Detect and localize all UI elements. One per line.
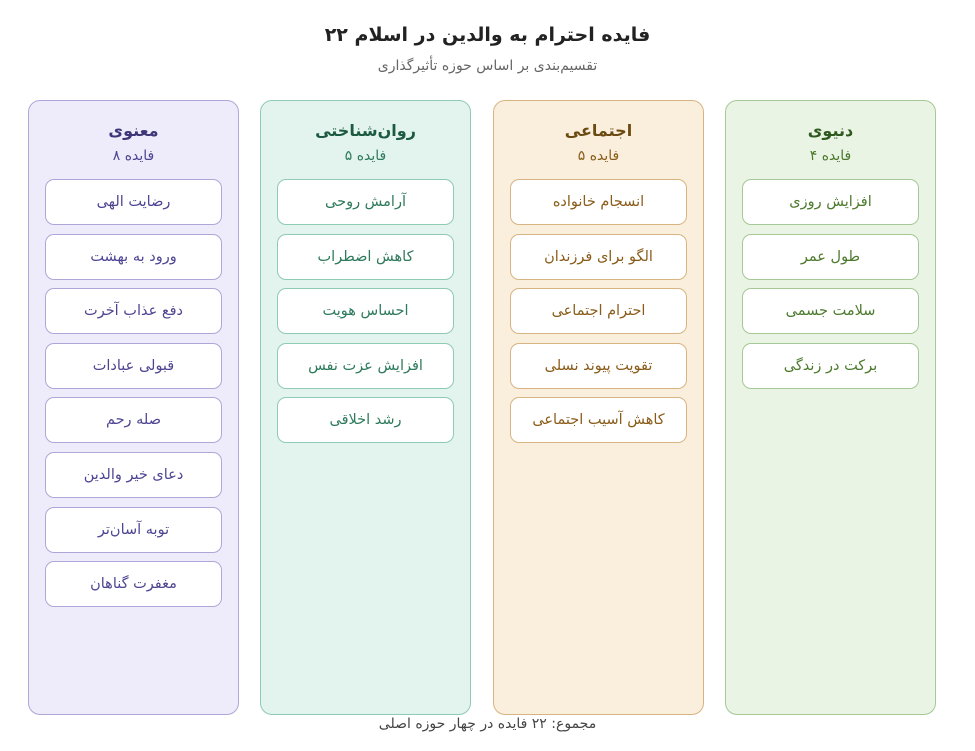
benefit-item: تقویت پیوند نسلی [510, 343, 687, 389]
column-count: فایده ۴ [809, 148, 852, 164]
column-dunyavi [725, 100, 936, 715]
column-title: دنیوی [807, 121, 854, 140]
column-count: فایده ۵ [577, 148, 620, 164]
benefit-item: سلامت جسمی [742, 288, 919, 334]
benefit-item: توبه آسان‌تر [45, 507, 222, 553]
benefit-item: افزایش روزی [742, 179, 919, 225]
benefit-item: احترام اجتماعی [510, 288, 687, 334]
benefit-item: صله رحم [45, 397, 222, 443]
benefit-item: دعای خیر والدین [45, 452, 222, 498]
column-manavi [28, 100, 239, 715]
benefit-item: کاهش اضطراب [277, 234, 454, 280]
column-ravanshenakhti [260, 100, 471, 715]
page-subtitle: تقسیم‌بندی بر اساس حوزه تأثیرگذاری [377, 58, 598, 74]
benefit-item: احساس هویت [277, 288, 454, 334]
benefit-item: قبولی عبادات [45, 343, 222, 389]
column-title: روان‌شناختی [315, 121, 416, 140]
benefit-item: مغفرت گناهان [45, 561, 222, 607]
benefit-item: انسجام خانواده [510, 179, 687, 225]
column-count: فایده ۵ [344, 148, 387, 164]
column-ejtemaei [493, 100, 704, 715]
footer-summary: مجموع: ۲۲ فایده در چهار حوزه اصلی [378, 716, 597, 732]
column-count: فایده ۸ [112, 148, 155, 164]
column-title: معنوی [108, 121, 159, 140]
benefit-item: رشد اخلاقی [277, 397, 454, 443]
benefit-item: برکت در زندگی [742, 343, 919, 389]
benefit-item: رضایت الهی [45, 179, 222, 225]
benefit-item: افزایش عزت نفس [277, 343, 454, 389]
column-title: اجتماعی [564, 121, 633, 140]
benefit-item: طول عمر [742, 234, 919, 280]
benefit-item: الگو برای فرزندان [510, 234, 687, 280]
benefit-item: دفع عذاب آخرت [45, 288, 222, 334]
page-title: فایده احترام به والدین در اسلام ۲۲ [324, 24, 651, 46]
benefit-item: کاهش آسیب اجتماعی [510, 397, 687, 443]
benefit-item: آرامش روحی [277, 179, 454, 225]
benefit-item: ورود به بهشت [45, 234, 222, 280]
